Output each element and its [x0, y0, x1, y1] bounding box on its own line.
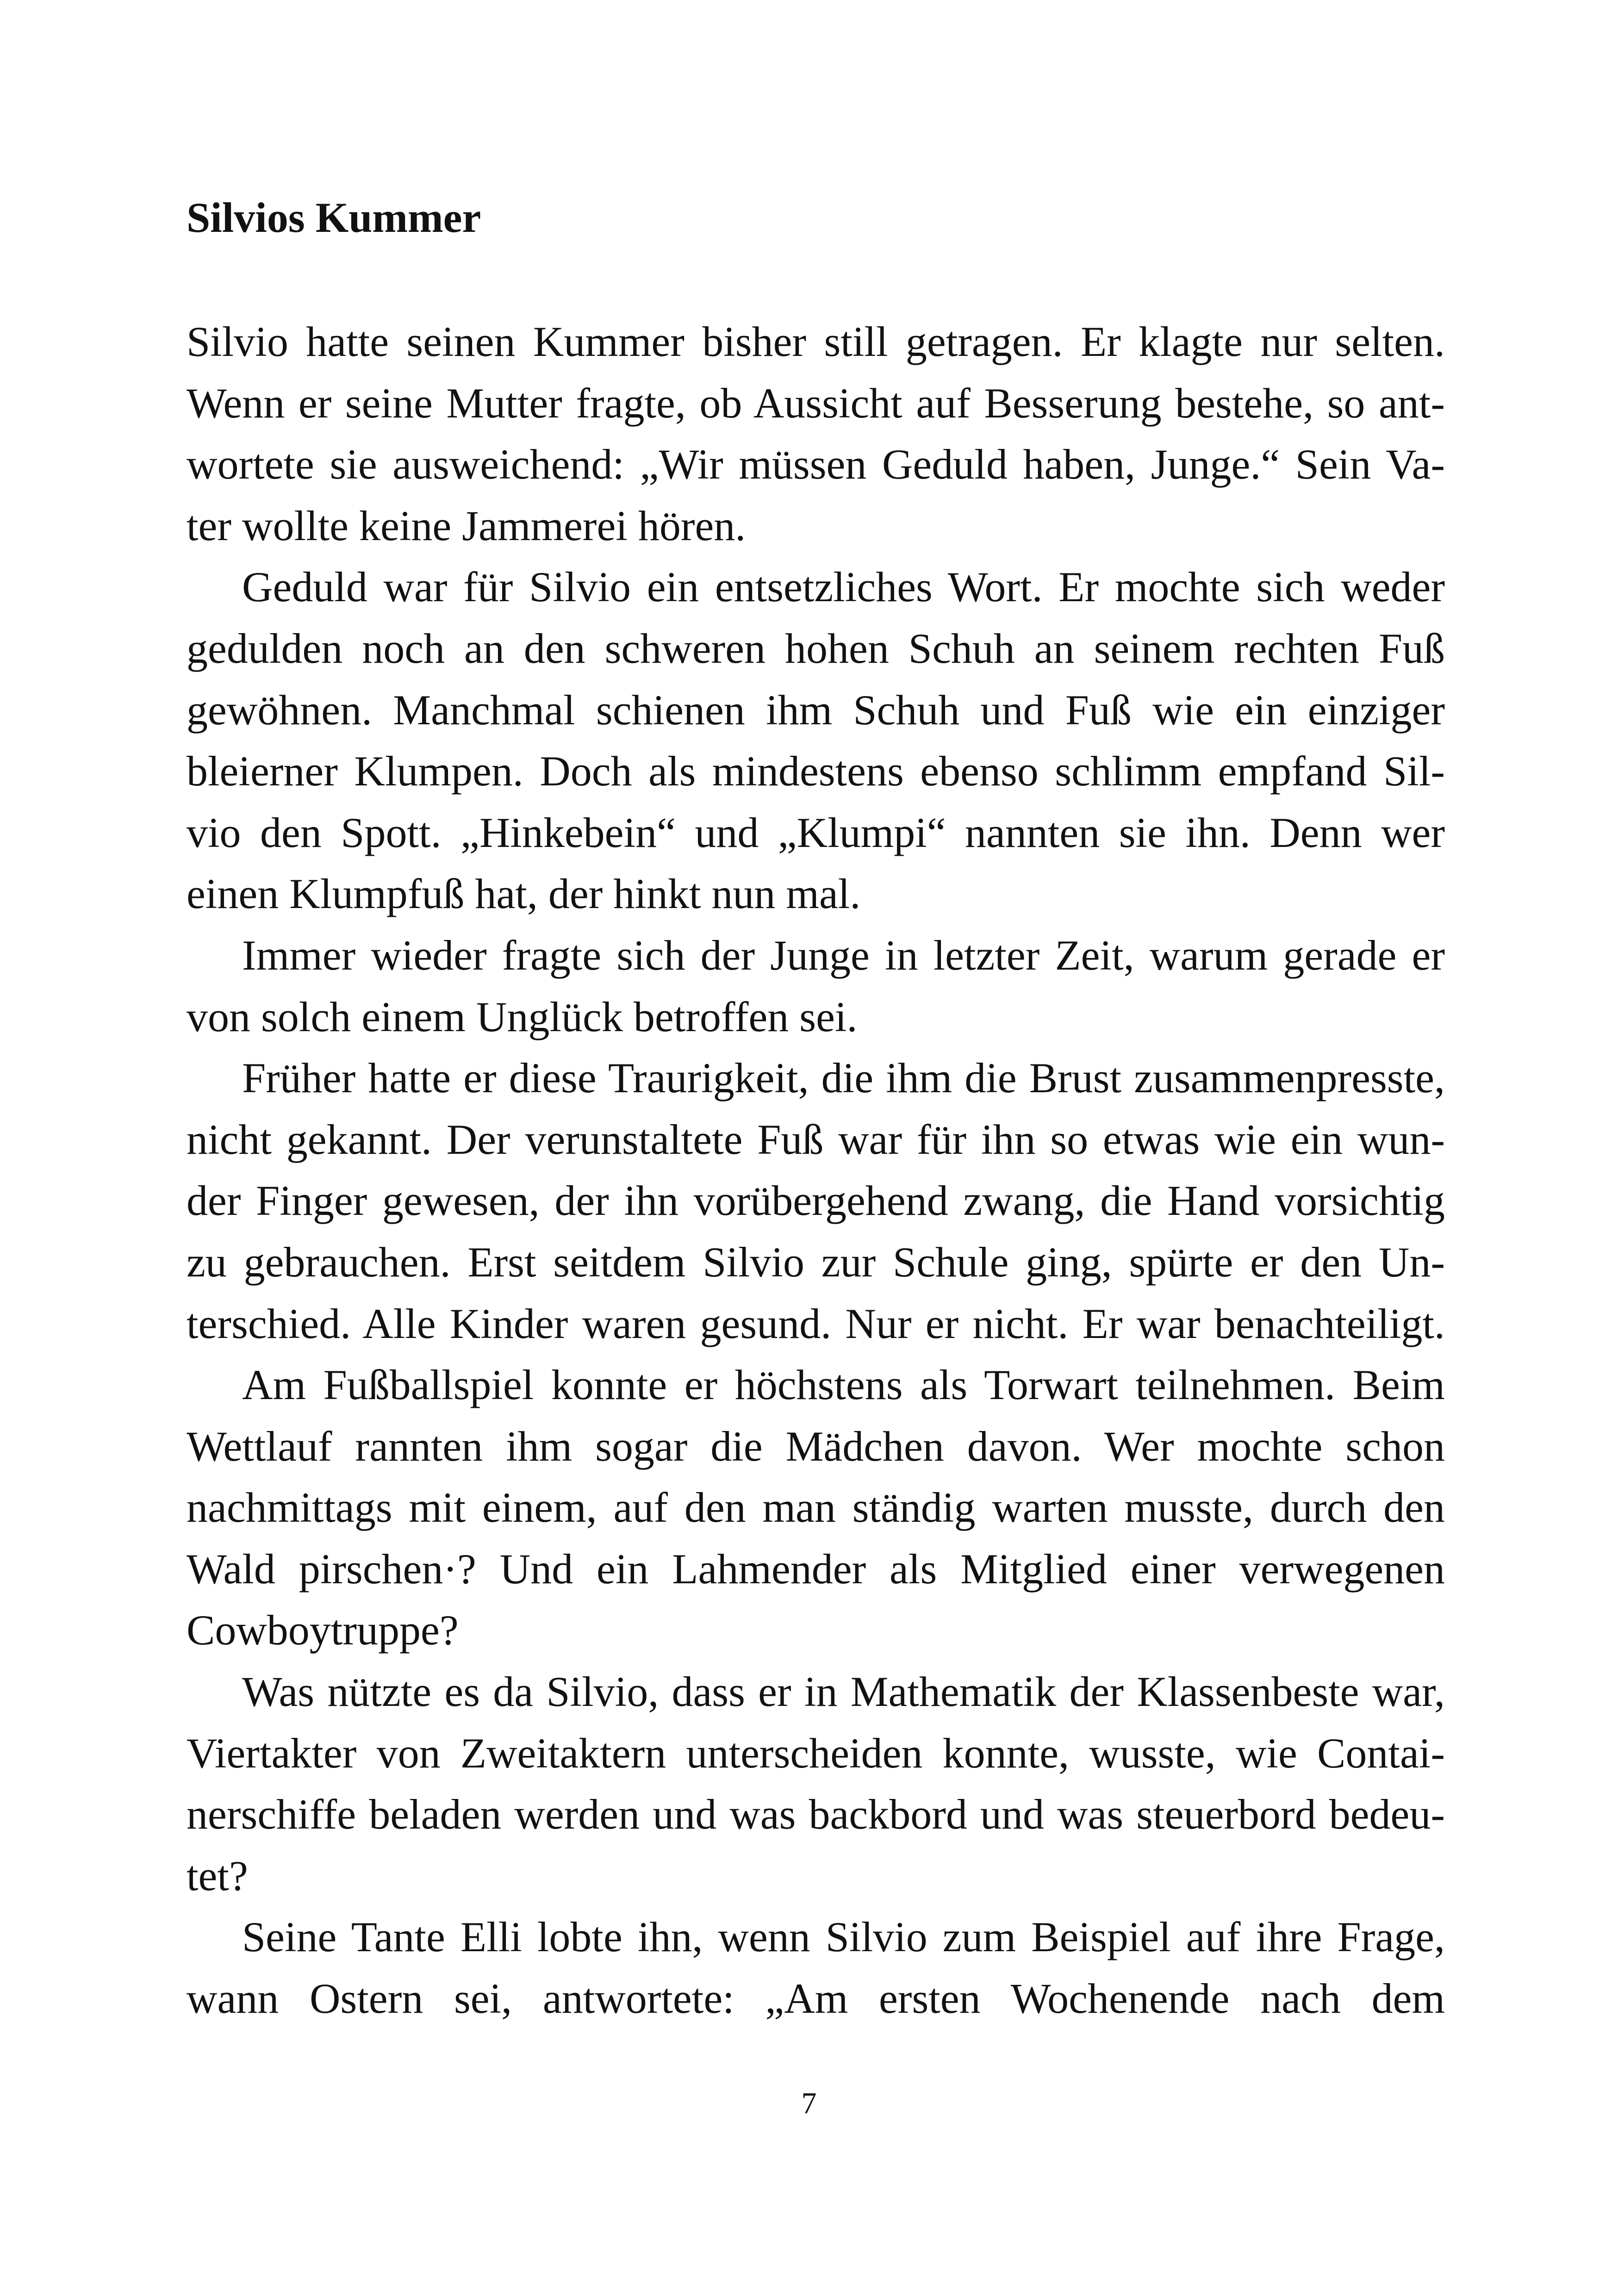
text-line: nerschiffe beladen werden und was backbord und was steuerbord bedeu- [187, 1791, 1445, 1838]
text-line: Am Fußballspiel konnte er höchstens als Torwart teilnehmen. Beim [242, 1361, 1445, 1409]
chapter-title: Silvios Kummer [187, 194, 481, 241]
text-line: Geduld war für Silvio ein entsetzliches Wort. Er mochte sich weder [242, 563, 1445, 611]
text-line: vio den Spott. „Hinkebein“ und „Klumpi“ nannten sie ihn. Denn wer [187, 809, 1445, 856]
text-line: Wettlauf rannten ihm sogar die Mädchen davon. Wer mochte schon [187, 1422, 1445, 1470]
text-line: nicht gekannt. Der verunstaltete Fuß war für ihn so etwas wie ein wun- [187, 1115, 1445, 1163]
text-line: wortete sie ausweichend: „Wir müssen Geduld haben, Junge.“ Sein Va- [187, 441, 1445, 488]
text-line: bleierner Klumpen. Doch als mindestens ebenso schlimm empfand Sil- [187, 747, 1445, 795]
text-line: ter wollte keine Jammerei hören. [187, 502, 746, 549]
text-line: Silvio hatte seinen Kummer bisher still getragen. Er klagte nur selten. [187, 318, 1445, 365]
text-line: terschied. Alle Kinder waren gesund. Nur er nicht. Er war benachteiligt. [187, 1300, 1445, 1347]
text-line: tet? [187, 1852, 248, 1899]
text-line: Immer wieder fragte sich der Junge in letzter Zeit, warum gerade er [242, 931, 1445, 979]
text-line: Seine Tante Elli lobte ihn, wenn Silvio zum Beispiel auf ihre Frage, [242, 1913, 1445, 1961]
text-line: Wald pirschen·? Und ein Lahmender als Mitglied einer verwegenen [187, 1545, 1445, 1593]
text-line: gewöhnen. Manchmal schienen ihm Schuh und Fuß wie ein einziger [187, 686, 1445, 734]
page-number: 7 [801, 2086, 817, 2120]
text-line: gedulden noch an den schweren hohen Schuh an seinem rechten Fuß [187, 624, 1445, 672]
text-line: Früher hatte er diese Traurigkeit, die ihm die Brust zusammenpresste, [242, 1054, 1445, 1102]
text-line: der Finger gewesen, der ihn vorübergehend zwang, die Hand vorsichtig [187, 1177, 1445, 1225]
text-line: wann Ostern sei, antwortete: „Am ersten Wochenende nach dem [187, 1975, 1445, 2022]
text-line: von solch einem Unglück betroffen sei. [187, 993, 858, 1040]
text-line: Viertakter von Zweitaktern unterscheiden konnte, wusste, wie Contai- [187, 1729, 1445, 1777]
text-line: zu gebrauchen. Erst seitdem Silvio zur Schule ging, spürte er den Un- [187, 1238, 1445, 1286]
text-line: Cowboytruppe? [187, 1606, 459, 1654]
text-line: Was nützte es da Silvio, dass er in Mathematik der Klassenbeste war, [242, 1668, 1445, 1716]
text-line: Wenn er seine Mutter fragte, ob Aussicht auf Besserung bestehe, so ant- [187, 379, 1445, 427]
body-text [187, 311, 1445, 2029]
text-line: einen Klumpfuß hat, der hinkt nun mal. [187, 870, 861, 918]
text-line: nachmittags mit einem, auf den man ständig warten musste, durch den [187, 1484, 1445, 1531]
